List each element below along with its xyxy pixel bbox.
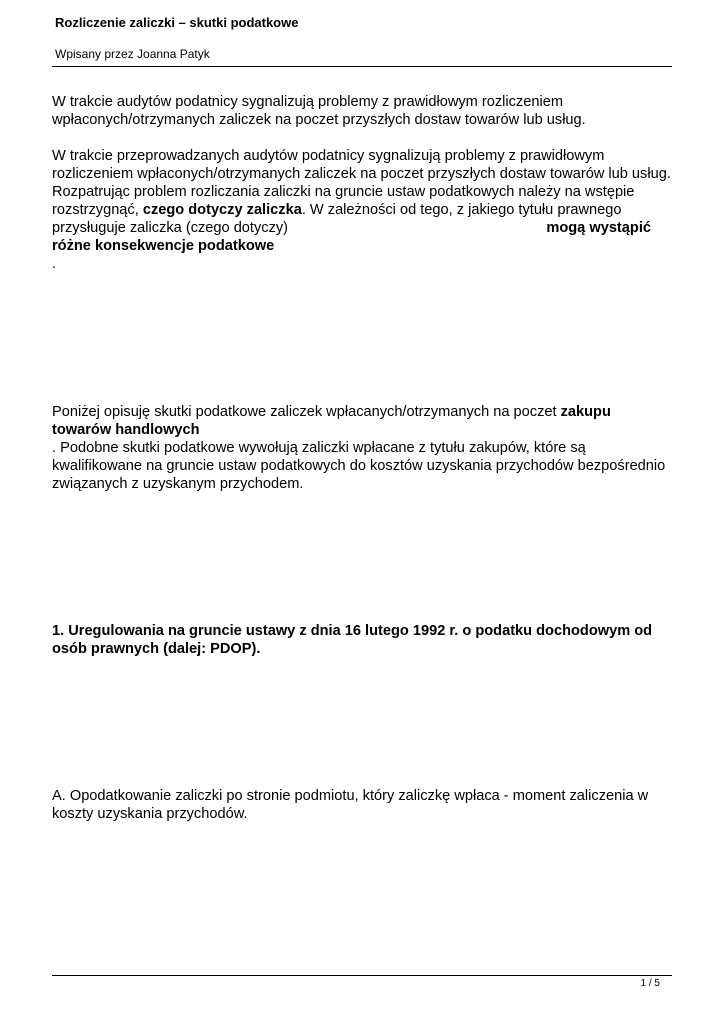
heading-line: 1. Uregulowania na gruncie ustawy z dnia 16 lutego 1992 r. o podatku dochodowym od [52,623,653,639]
bold-phrase: mogą wystąpić [546,220,651,236]
bold-phrase: towarów handlowych [52,422,200,438]
paragraph-line: związanych z uzyskanym przychodem. [52,476,304,492]
section-heading-pdop [52,622,677,658]
header-divider [52,66,672,67]
document-title: Rozliczenie zaliczki – skutki podatkowe [55,15,299,30]
paragraph-line: kwalifikowane na gruncie ustaw podatkowych do kosztów uzyskania przychodów bezpośrednio [52,458,666,474]
paragraph-line: koszty uzyskania przychodów. [52,806,248,822]
text-run: rozstrzygnąć, [52,202,143,218]
heading-line: osób prawnych (dalej: PDOP). [52,641,261,657]
paragraph-line: . Podobne skutki podatkowe wywołują zaliczki wpłacane z tytułu zakupów, które są [52,440,586,456]
text-run: . W zależności od tego, z jakiego tytułu prawnego [301,202,622,218]
paragraph-line [52,403,677,421]
footer-divider [52,975,672,976]
paragraph-line: W trakcie audytów podatnicy sygnalizują problemy z prawidłowym rozliczeniem [52,94,563,110]
text-run: Poniżej opisuję skutki podatkowe zaliczek wpłacanych/otrzymanych na poczet [52,404,561,420]
text-run: przysługuje zaliczka (czego dotyczy) [52,220,289,236]
subsection-a [52,787,677,823]
bold-phrase: czego dotyczy zaliczka [142,202,302,218]
bold-phrase: zakupu [560,404,611,420]
paragraph-line: wpłaconych/otrzymanych zaliczek na poczet przyszłych dostaw towarów lub usług. [52,112,586,128]
page-number: 1 / 5 [640,978,660,989]
paragraph-line: W trakcie przeprowadzanych audytów podatnicy sygnalizują problemy z prawidłowym [52,148,605,164]
paragraph-line: A. Opodatkowanie zaliczki po stronie podmiotu, który zaliczkę wpłaca - moment zaliczenia w [52,788,649,804]
paragraph-line [52,219,677,237]
paragraph-intro [52,93,677,129]
paragraph-line [52,201,677,219]
bold-phrase: różne konsekwencje podatkowe [52,238,275,254]
paragraph-line: . [52,256,57,272]
paragraph-line: Rozpatrując problem rozliczania zaliczki na gruncie ustaw podatkowych należy na wstępie [52,184,635,200]
paragraph-line: rozliczeniem wpłaconych/otrzymanych zaliczek na poczet przyszłych dostaw towarów lub usług. [52,166,671,182]
paragraph-trade-goods [52,403,677,493]
document-author: Wpisany przez Joanna Patyk [55,47,210,61]
paragraph-audit-problem [52,147,677,273]
